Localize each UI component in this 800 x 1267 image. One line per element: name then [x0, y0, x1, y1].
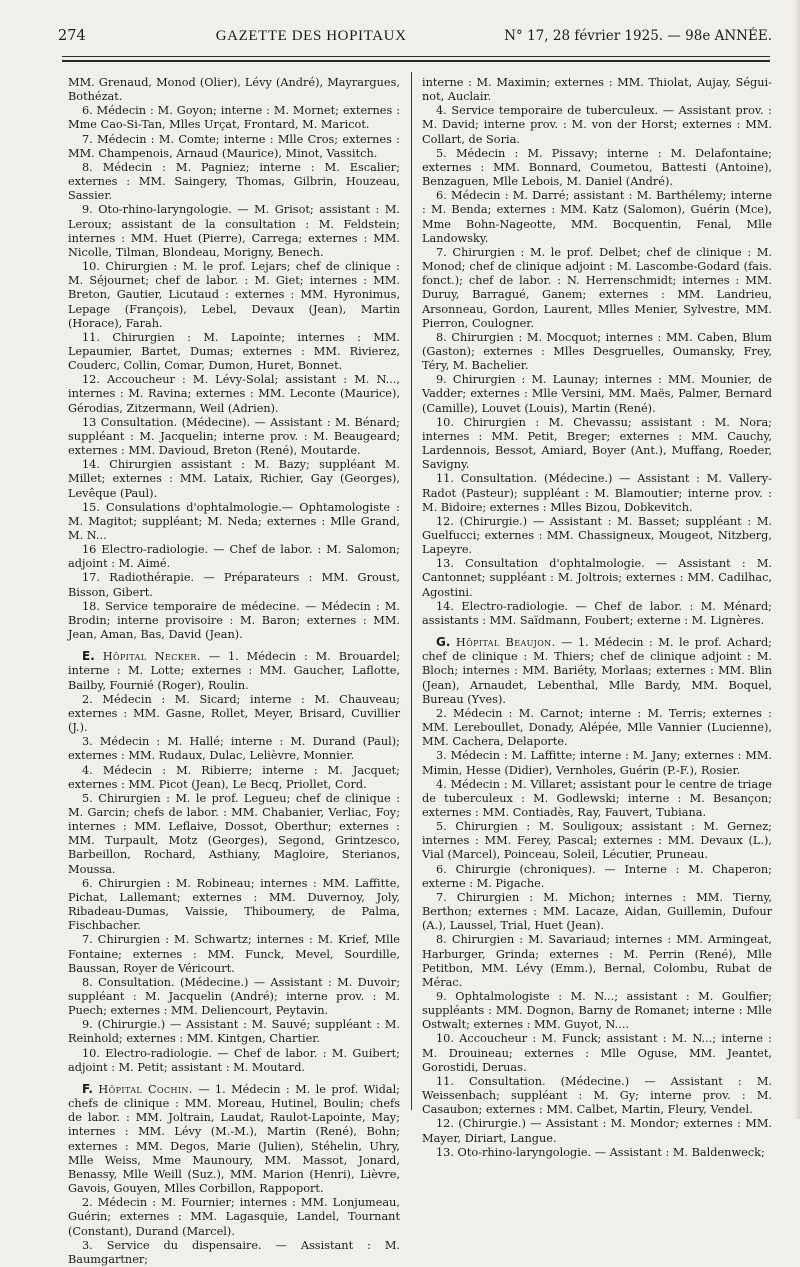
- paragraph: [68, 373, 400, 415]
- paragraph: [68, 1239, 400, 1267]
- paragraph-text: 6. Médecin : M. Darré; assistant : M. Barthélemy; interne : M. Benda; externes : MM. Katz (Salomon), Guérin (Mce), Mme Bohn-Nageotte, MM. Bocquentin, Fenal, Mlle Landowsky.: [422, 189, 772, 245]
- paragraph-text: 17. Radiothérapie. — Préparateurs : MM. Groust, Bisson, Gibert.: [68, 571, 400, 599]
- paragraph: [68, 203, 400, 260]
- section-letter: E.: [82, 649, 95, 664]
- paragraph-text: 7. Chirurgien : M. Schwartz; internes : M. Krief, Mlle Fontaine; externes : MM. Funck, Mevel, Sourdille, Baussan, Royer de Véricourt.: [68, 933, 400, 975]
- paragraph-text: 9. Ophtalmologiste : M. N...; assistant : M. Goulfier; suppléants : MM. Dognon, Barny de Romanet; interne : Mlle Ostwalt; externes : MM. Guyot, N....: [422, 990, 772, 1032]
- hospital-name: Hôpital Necker.: [102, 650, 201, 664]
- paragraph-text: 6. Médecin : M. Goyon; interne : M. Mornet; externes : Mme Cao-Si-Tan, Mlles Urçat, Frontard, M. Maricot.: [68, 104, 400, 132]
- paragraph-text: 5. Chirurgien : M. le prof. Legueu; chef de clinique : M. Garcin; chefs de labor. : MM. Chabanier, Verliac, Foy; internes : MM. Leflaive, Dossot, Oberthur; externes : MM. Turpault, Motz (Georges), Segond, Grintzesco, Barbeillon, Rochard, Asthiany, Magloire, Sterianos, Moussa.: [68, 791, 400, 876]
- paragraph: [68, 1196, 400, 1238]
- paragraph-text: 18. Service temporaire de médecine. — Médecin : M. Brodin; interne provisoire : M. Baron; externes : MM. Jean, Aman, Bas, David (Jean).: [68, 599, 400, 642]
- paragraph-text: 10. Electro-radiologie. — Chef de labor. : M. Guibert; adjoint : M. Petit; assistant : M. Moutard.: [68, 1046, 400, 1074]
- paragraph-text: 2. Médecin : M. Carnot; interne : M. Terris; externes : MM. Lereboullet, Donady, Alépée, Mlle Vannier (Lucienne), MM. Cachera, Delaporte.: [422, 706, 772, 749]
- paragraph-text: 9. Oto-rhino-laryngologie. — M. Grisot; assistant : M. Leroux; assistant de la consultation : M. Feldstein; internes : MM. Huet (Pierre), Carrega; externes : MM. Nicolle, Tilman, Blondeau, Morigny, Benech.: [68, 203, 400, 259]
- paragraph-text: 8. Chirurgien : M. Mocquot; internes : MM. Caben, Blum (Gaston); externes : Mlles Desgruelles, Oumansky, Frey, Téry, M. Bachelier.: [422, 330, 772, 373]
- paragraph: [422, 189, 772, 246]
- paragraph: [422, 1075, 772, 1117]
- paragraph-text: — 1. Médecin : M. Brouardel; interne : M. Lotte; externes : MM. Gaucher, Laflotte, Bailby, Fournié (Roger), Roulin.: [68, 650, 400, 692]
- paragraph-text: 10. Chirurgien : M. le prof. Lejars; chef de clinique : M. Séjournet; chef de labor. : M. Giet; internes : MM. Breton, Gautier, Licutaud : externes : MM. Hyronimus, Lepage (François), Lebel, Devaux (Jean), Martin (Horace), Farah.: [68, 260, 400, 330]
- paragraph-text: 13 Consultation. (Médecine). — Assistant : M. Bénard; suppléant : M. Jacquelin; interne prov. : M. Beaugeard; externes : MM. Davioud, Breton (René), Moutarde.: [68, 415, 400, 458]
- paragraph-text: 3. Service du dispensaire. — Assistant : M. Baumgartner;: [68, 1238, 400, 1266]
- paragraph-text: 7. Médecin : M. Comte; interne : Mlle Cros; externes : MM. Champenois, Arnaud (Maurice), Minot, Vassitch.: [68, 132, 400, 160]
- paragraph-text: 13. Oto-rhino-laryngologie. — Assistant : M. Baldenweck;: [436, 1145, 765, 1159]
- paragraph-text: 9. Chirurgien : M. Launay; internes : MM. Mounier, de Vadder; externes : Mlle Versini, MM. Maës, Palmer, Bernard (Camille), Louvet (Louis), Martin (René).: [422, 373, 772, 415]
- paragraph: [68, 501, 400, 543]
- paragraph: [422, 990, 772, 1032]
- paragraph-text: 13. Consultation d'ophtalmologie. — Assistant : M. Cantonnet; suppléant : M. Joltrois; externes : MM. Cadilhac, Agostini.: [422, 557, 772, 599]
- paragraph: [68, 331, 400, 373]
- paragraph: [68, 764, 400, 792]
- paragraph-text: 2. Médecin : M. Sicard; interne : M. Chauveau; externes : MM. Gasne, Rollet, Meyer, Brisard, Cuvillier (J.).: [68, 692, 400, 735]
- hospital-name: Hôpital Beaujon.: [455, 636, 556, 650]
- paragraph: [422, 1032, 772, 1074]
- paragraph-text: 6. Chirurgie (chroniques). — Interne : M. Chaperon; externe : M. Pigache.: [422, 862, 772, 890]
- paragraph: [422, 1117, 772, 1145]
- section-letter: F.: [82, 1081, 93, 1096]
- paragraph-text: 9. (Chirurgie.) — Assistant : M. Sauvé; suppléant : M. Reinhold; externes : MM. Kintgen, Chartier.: [68, 1018, 400, 1046]
- hospital-name: Hôpital Cochin.: [98, 1082, 193, 1096]
- paragraph: [68, 600, 400, 642]
- paragraph: [422, 1146, 772, 1160]
- paragraph: [422, 246, 772, 331]
- page-header: [58, 28, 772, 52]
- paragraph: [68, 792, 400, 877]
- header-rule-thick: [62, 60, 770, 62]
- paragraph: [422, 749, 772, 777]
- paragraph-text: 8. Chirurgien : M. Savariaud; internes : MM. Armingeat, Harburger, Grinda; externes : M. Perrin (René), Mlle Petitbon, MM. Lévy (Emm.), Bernal, Colombu, Rubat de Mérac.: [422, 933, 772, 989]
- paragraph-text: 12. (Chirurgie.) — Assistant : M. Mondor; externes : MM. Mayer, Diriart, Langue.: [422, 1117, 772, 1145]
- paragraph: [422, 373, 772, 415]
- paragraph-text: 7. Chirurgien : M. Michon; internes : MM. Tierny, Berthon; externes : MM. Lacaze, Aidan, Guillemin, Dufour (A.), Laussel, Trial, Huet (Jean).: [422, 890, 772, 933]
- paragraph-text: 11. Consultation. (Médecine.) — Assistant : M. Vallery-Radot (Pasteur); suppléant : M. Blamoutier; interne prov. : M. Bidoire; externes : Mlles Bizou, Dobkevitch.: [422, 472, 772, 514]
- paragraph: [68, 1047, 400, 1075]
- paragraph-text: 10. Accoucheur : M. Funck; assistant : M. N...; interne : M. Drouineau; externes : Mlle Oguse, MM. Jeantet, Gorostidi, Deruas.: [422, 1032, 772, 1074]
- paragraph: [422, 331, 772, 373]
- paragraph-text: 3. Médecin : M. Laffitte; interne : M. Jany; externes : MM. Mimin, Hesse (Didier), Vernholes, Guérin (P.-F.), Rosier.: [422, 749, 772, 777]
- paragraph-text: 4. Médecin : M. Ribierre; interne : M. Jacquet; externes : MM. Picot (Jean), Le Becq, Priollet, Cord.: [68, 763, 400, 791]
- issue-info: N° 17, 28 février 1925. — 98e ANNÉE.: [504, 28, 772, 44]
- paragraph: [68, 104, 400, 132]
- paragraph: [422, 635, 772, 707]
- paragraph-text: 4. Médecin : M. Villaret; assistant pour le centre de triage de tuberculeux : M. Godlewski; interne : M. Besançon; externes : MM. Contiadès, Ray, Fauvert, Tubiana.: [422, 777, 772, 819]
- paragraph: [422, 76, 772, 104]
- paragraph: [422, 707, 772, 749]
- paragraph: [68, 735, 400, 763]
- header-rule: [62, 56, 770, 57]
- paragraph: [68, 161, 400, 203]
- paragraph: [68, 976, 400, 1018]
- paragraph: [422, 416, 772, 473]
- paragraph-text: 2. Médecin : M. Fournier; internes : MM. Lonjumeau, Guérin; externes : MM. Lagasquie, Landel, Tournant (Constant), Durand (Marcel).: [68, 1196, 400, 1238]
- paragraph: [422, 557, 772, 599]
- paragraph: [422, 863, 772, 891]
- paragraph-text: 16 Electro-radiologie. — Chef de labor. : M. Salomon; adjoint : M. Aimé.: [68, 543, 400, 571]
- column-divider: [411, 72, 412, 1110]
- paragraph: [68, 458, 400, 500]
- paragraph: [68, 260, 400, 331]
- paragraph: [68, 649, 400, 692]
- paragraph: [422, 778, 772, 820]
- paragraph: [422, 820, 772, 862]
- paragraph: [422, 104, 772, 146]
- paragraph-text: 6. Chirurgien : M. Robineau; internes : MM. Laffitte, Pichat, Lallemant; externes : MM. Duvernoy, Joly, Ribadeau-Dumas, Vaissie, Thiboumery, de Palma, Fischbacher.: [68, 876, 400, 933]
- paragraph: [68, 416, 400, 458]
- paragraph-text: 8. Médecin : M. Pagniez; interne : M. Escalier; externes : MM. Saingery, Thomas, Gilbrin, Houzeau, Sassier.: [68, 160, 400, 203]
- paragraph: [422, 933, 772, 990]
- paragraph-text: 5. Médecin : M. Pissavy; interne : M. Delafontaine; externes : MM. Bonnard, Coumetou, Battesti (Antoine), Benzaguen, Mlle Lebois, M. Daniel (André).: [422, 146, 772, 189]
- paragraph-text: 7. Chirurgien : M. le prof. Delbet; chef de clinique : M. Monod; chef de clinique adjoint : M. Lascombe-Godard (fais. fonct.); chef de labor. : N. Herrenschmidt; internes : MM. Duruy, Barragué, Ganem; externes : MM. Landrieu, Arsonneau, Gordon, Laurent, Mlles Menier, Sylvestre, MM. Pierron, Coulogner.: [422, 245, 772, 330]
- paragraph-text: 5. Chirurgien : M. Souligoux; assistant : M. Gernez; internes : MM. Ferey, Pascal; externes : MM. Devaux (L.), Vial (Marcel), Poinceau, Soleil, Lécutier, Pruneau.: [422, 820, 772, 862]
- page-number: 274: [58, 28, 86, 44]
- paragraph-text: 8. Consultation. (Médecine.) — Assistant : M. Duvoir; suppléant : M. Jacquelin (André); interne prov. : M. Puech; externes : MM. Deliencourt, Peytavin.: [68, 975, 400, 1018]
- paragraph: [422, 600, 772, 628]
- paragraph: [68, 877, 400, 934]
- paragraph-text: 3. Médecin : M. Hallé; interne : M. Durand (Paul); externes : MM. Rudaux, Dulac, Lelièvre, Monnier.: [68, 735, 400, 763]
- paragraph: [68, 76, 400, 104]
- paragraph: [68, 693, 400, 735]
- paragraph-text: 14. Electro-radiologie. — Chef de labor. : M. Ménard; assistants : MM. Saïdmann, Foubert; externe : M. Lignères.: [422, 599, 772, 627]
- paragraph: [68, 571, 400, 599]
- left-column: [68, 76, 400, 1266]
- paragraph-text: MM. Grenaud, Monod (Olier), Lévy (André), Mayrargues, Bothézat.: [68, 76, 400, 104]
- paragraph-text: 11. Consultation. (Médecine.) — Assistant : M. Weissenbach; suppléant : M. Gy; interne prov. : M. Casaubon; externes : MM. Calbet, Martin, Fleury, Vendel.: [422, 1074, 772, 1117]
- journal-title: GAZETTE DES HOPITAUX: [215, 28, 407, 44]
- paragraph-text: 10. Chirurgien : M. Chevassu; assistant : M. Nora; internes : MM. Petit, Breger; externes : MM. Cauchy, Lardennois, Bessot, Amiard, Boyer (Ant.), Muffang, Roeder, Savigny.: [422, 415, 772, 472]
- paragraph: [68, 1082, 400, 1196]
- paragraph: [68, 133, 400, 161]
- page-edge-shadow: [794, 0, 800, 1119]
- paragraph: [68, 933, 400, 975]
- paragraph: [422, 472, 772, 514]
- paragraph: [68, 1018, 400, 1046]
- paragraph-text: 15. Consulations d'ophtalmologie.— Ophtamologiste : M. Magitot; suppléant; M. Neda; externes : Mlle Grand, M. N...: [68, 500, 400, 542]
- section-letter: G.: [436, 635, 451, 650]
- paragraph: [422, 147, 772, 189]
- paragraph-text: 11. Chirurgien : M. Lapointe; internes : MM. Lepaumier, Bartet, Dumas; externes : MM. Rivierez, Couderc, Collin, Comar, Dumon, Huret, Bonnet.: [68, 330, 400, 373]
- paragraph-text: 12. Accoucheur : M. Lévy-Solal; assistant : M. N..., internes : M. Ravina; externes : MM. Leconte (Maurice), Gérodias, Zitzermann, Weil (Adrien).: [68, 373, 400, 415]
- paragraph-text: — 1. Médecin : M. le prof. Widal; chefs de clinique : MM. Moreau, Hutinel, Boulin; chefs de labor. : MM. Joltrain, Laudat, Raulot-Lapointe, May; internes : MM. Lévy (M.-M.), Martin (René), Bohn; externes : MM. Degos, Marie (Julien), Stéhelin, Uhry, Mlle Weiss, Mme Maunoury, MM. Massot, Jonard, Benassy, Mlle Weill (Suz.), MM. Marion (Henri), Lièvre, Gavois, Gouyen, Mlles Corbillon, Rappoport.: [68, 1082, 400, 1196]
- paragraph: [422, 891, 772, 933]
- paragraph-text: 4. Service temporaire de tuberculeux. — Assistant prov. : M. David; interne prov. : M. von der Horst; externes : MM. Collart, de Soria.: [422, 104, 772, 146]
- paragraph: [422, 515, 772, 557]
- paragraph-text: 12. (Chirurgie.) — Assistant : M. Basset; suppléant : M. Guelfucci; externes : MM. Chassigneux, Mougeot, Nitzberg, Lapeyre.: [422, 514, 772, 557]
- right-column: [422, 76, 772, 1159]
- paragraph-text: 14. Chirurgien assistant : M. Bazy; suppléant M. Millet; externes : MM. Lataix, Richier, Gay (Georges), Levêque (Paul).: [68, 458, 400, 500]
- paragraph: [68, 543, 400, 571]
- paragraph-text: — 1. Médecin : M. le prof. Achard; chef de clinique : M. Thiers; chef de clinique adjoint : M. Bloch; internes : MM. Bariéty, Morlaas; externes : MM. Blin (Jean), Arnaudet, Lebenthal, Mlle Bardy, MM. Boquel, Bureau (Yves).: [422, 636, 772, 706]
- paragraph-text: interne : M. Maximin; externes : MM. Thiolat, Aujay, Ségui-not, Auclair.: [422, 76, 772, 104]
